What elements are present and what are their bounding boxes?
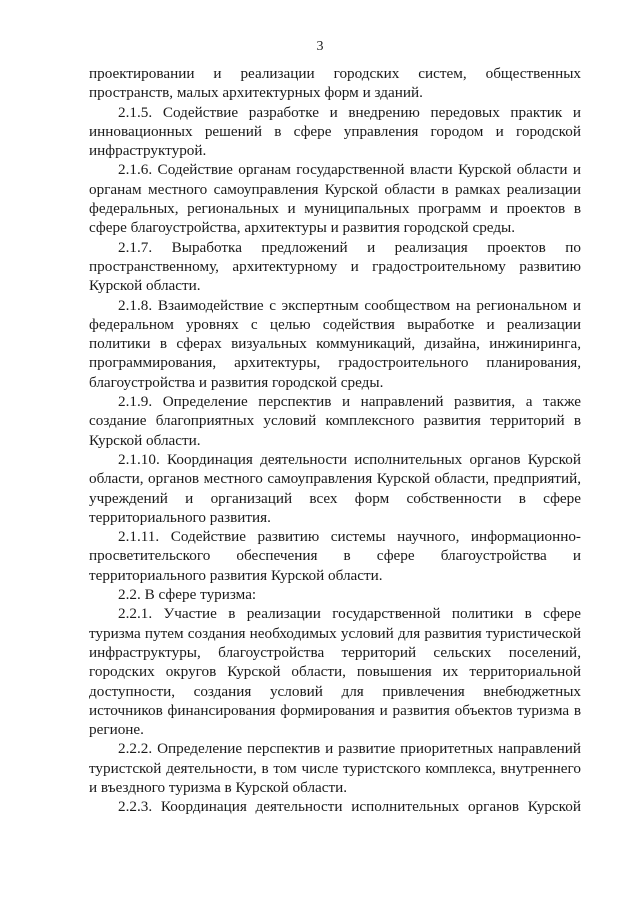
paragraph-2-1-8: 2.1.8. Взаимодействие с экспертным сообществом на региональном и федеральном уровнях с целью содействия выработке и реализации политики в сферах визуальных коммуникаций, дизайна, инжиниринга, программирования, архитектуры, градостроительного планирования, благоустройства и развития городской среды. — [89, 296, 581, 391]
paragraph-2-1-10: 2.1.10. Координация деятельности исполнительных органов Курской области, органов местного самоуправления Курской области, предприятий, учреждений и организаций всех форм собственности в сфере территориального развития. — [89, 450, 581, 526]
paragraph-2-2-2: 2.2.2. Определение перспектив и развитие приоритетных направлений туристской деятельности, в том числе туристского комплекса, внутреннего и въездного туризма в Курской области. — [89, 740, 581, 796]
paragraph-2-1-9: 2.1.9. Определение перспектив и направлений развития, а также создание благоприятных условий комплексного развития территорий в Курской области. — [89, 393, 581, 449]
paragraph-2-1-6: 2.1.6. Содействие органам государственной власти Курской области и органам местного самоуправления Курской области в рамках реализации федеральных, региональных и муниципальных программ и проектов в сфере благоустройства, архитектуры и развития городской среды. — [89, 161, 581, 237]
paragraph-2-2: 2.2. В сфере туризма: — [118, 586, 257, 604]
paragraph-2-1-5: 2.1.5. Содействие разработке и внедрению передовых практик и инновационных решений в сфере управления городом и городской инфраструктурой. — [89, 103, 581, 160]
document-body — [89, 64, 581, 817]
paragraph-2-2-3: 2.2.3. Координация деятельности исполнительных органов Курской — [118, 798, 581, 816]
page-number: 3 — [316, 39, 324, 54]
paragraph-2-1-11: 2.1.11. Содействие развитию системы научного, информационно-просветительского обеспечения в сфере благоустройства и территориального развития Курской области. — [89, 528, 581, 584]
paragraph-2-1-7: 2.1.7. Выработка предложений и реализация проектов по пространственному, архитектурному и градостроительному развитию Курской области. — [89, 238, 581, 295]
paragraph-2-2-1: 2.2.1. Участие в реализации государственной политики в сфере туризма путем создания необходимых условий для развития туристической инфраструктуры, благоустройства территорий сельских поселений, городских округов Курской области, повышения их территориальной доступности, создания условий для привлечения внебюджетных источников финансирования формирования и развития объектов туризма в регионе. — [89, 605, 581, 739]
paragraph-2-1-4-continuation: проектировании и реализации городских систем, общественных пространств, малых архитектурных форм и зданий. — [89, 65, 581, 102]
